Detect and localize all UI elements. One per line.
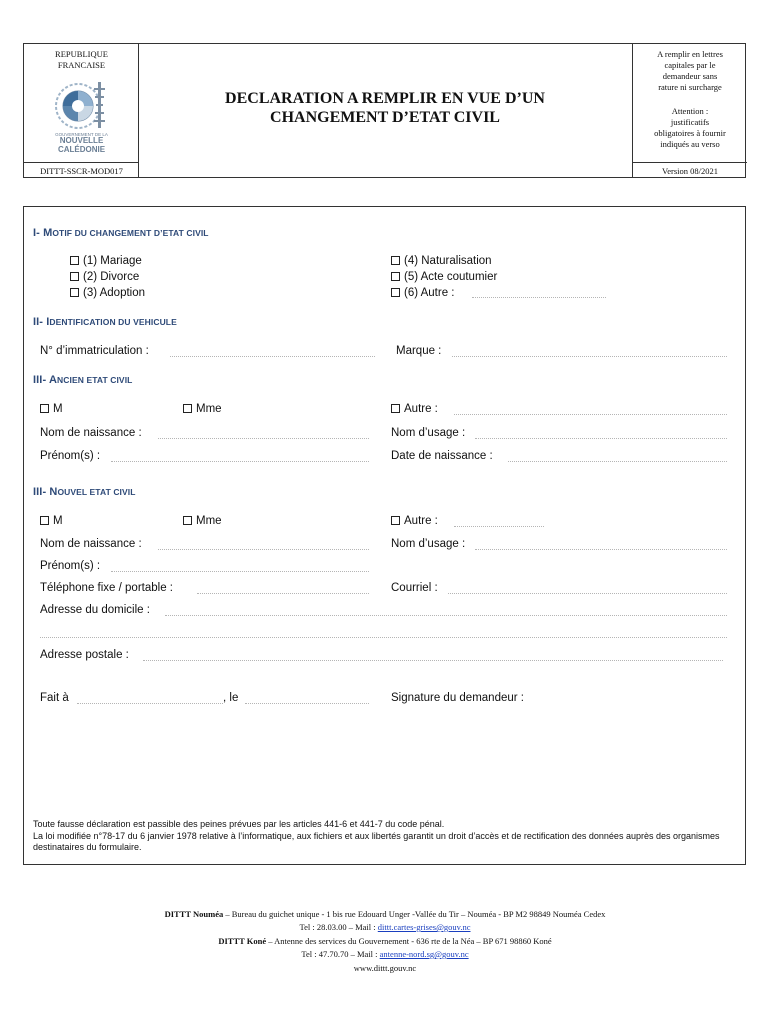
option-naturalisation[interactable] <box>391 255 492 267</box>
immatriculation-label: N° d’immatriculation : <box>40 345 149 357</box>
section-title-cap: N <box>49 486 58 498</box>
option-mariage[interactable] <box>70 255 142 267</box>
checkbox-icon[interactable] <box>40 404 49 413</box>
nouvel-autre-option[interactable] <box>391 515 438 527</box>
section-number: III- <box>33 374 47 386</box>
header-title-cell <box>139 44 631 177</box>
form-header <box>23 43 746 178</box>
immatriculation-field[interactable] <box>170 356 375 357</box>
footer-kone-contact <box>0 948 770 960</box>
government-logo-icon <box>46 78 118 170</box>
option-label: (4) Naturalisation <box>404 255 492 267</box>
section-number: I- <box>33 227 40 239</box>
nouvel-nom-naissance-field[interactable] <box>158 549 369 550</box>
option-label: Autre : <box>404 403 438 415</box>
attention-note <box>633 106 747 150</box>
section-title-cap: I <box>46 316 50 328</box>
option-label: Autre : <box>404 515 438 527</box>
checkbox-icon[interactable] <box>391 256 400 265</box>
instructions-line: capitales par le <box>664 60 716 70</box>
republique-line1: REPUBLIQUE <box>55 49 108 59</box>
adresse-domicile-label: Adresse du domicile : <box>40 604 150 616</box>
instructions-line: demandeur sans <box>662 71 718 81</box>
title-line1: DECLARATION A REMPLIR EN VUE D’UN <box>225 90 545 107</box>
checkbox-icon[interactable] <box>391 272 400 281</box>
footer-kone <box>0 935 770 947</box>
checkbox-icon[interactable] <box>391 288 400 297</box>
nouvel-nom-usage-field[interactable] <box>475 549 727 550</box>
attention-line: obligatoires à fournir <box>654 128 726 138</box>
courriel-field[interactable] <box>448 593 727 594</box>
marque-label: Marque : <box>396 345 442 357</box>
option-label: M <box>53 403 63 415</box>
nouvel-autre-field[interactable] <box>454 526 544 527</box>
nouvel-mme-option[interactable] <box>183 515 222 527</box>
footer-kone-name: DITTT Koné <box>218 936 267 946</box>
attention-line: justificatifs <box>670 117 710 127</box>
ancien-prenoms-field[interactable] <box>111 461 369 462</box>
nouvel-nom-usage-label: Nom d’usage : <box>391 538 466 550</box>
attention-line: indiqués au verso <box>660 139 720 149</box>
checkbox-icon[interactable] <box>40 516 49 525</box>
legal-penal-notice: Toute fausse déclaration est passible des peines prévues par les articles 441-6 et 441-7 du code pénal. <box>33 819 445 829</box>
ancien-date-naissance-label: Date de naissance : <box>391 450 493 462</box>
ancien-date-naissance-field[interactable] <box>508 461 727 462</box>
option-adoption[interactable] <box>70 287 145 299</box>
adresse-postale-field[interactable] <box>143 660 723 661</box>
checkbox-icon[interactable] <box>70 256 79 265</box>
adresse-postale-label: Adresse postale : <box>40 649 129 661</box>
ancien-mme-option[interactable] <box>183 403 222 415</box>
logo-line3: CALÉDONIE <box>57 144 106 154</box>
ancien-nom-usage-label: Nom d’usage : <box>391 427 466 439</box>
fait-a-field[interactable] <box>77 703 223 704</box>
logo-line2: NOUVELLE <box>59 136 104 145</box>
option-acte-coutumier[interactable] <box>391 271 497 283</box>
option-label: Mme <box>196 515 222 527</box>
adresse-domicile-field[interactable] <box>165 615 727 616</box>
footer-noumea-contact <box>0 921 770 933</box>
footer-kone-address: – Antenne des services du Gouvernement - 636 rte de la Néa – BP 671 98860 Koné <box>266 936 552 946</box>
option-label: (2) Divorce <box>83 271 140 283</box>
checkbox-icon[interactable] <box>70 288 79 297</box>
option-label: (3) Adoption <box>83 287 146 299</box>
form-body <box>23 206 746 865</box>
ancien-m-option[interactable] <box>40 403 63 415</box>
autre-motif-field[interactable] <box>472 297 606 298</box>
nouvel-prenoms-label: Prénom(s) : <box>40 560 101 572</box>
instructions-line: A remplir en lettres <box>657 49 723 59</box>
option-label: Mme <box>196 403 222 415</box>
republique-label <box>24 49 139 71</box>
courriel-label: Courriel : <box>391 582 438 594</box>
section-vehicule-title <box>33 316 177 328</box>
footer-noumea-mail-link[interactable]: dittt.cartes-grises@gouv.nc <box>377 922 471 932</box>
option-label: (5) Acte coutumier <box>404 271 498 283</box>
section-title-rest: DENTIFICATION DU VEHICULE <box>49 317 177 327</box>
ancien-autre-option[interactable] <box>391 403 438 415</box>
nouvel-nom-naissance-label: Nom de naissance : <box>40 538 142 550</box>
date-le-label: , le <box>223 692 239 704</box>
page-title <box>139 89 631 127</box>
form-code: DITTT-SSCR-MOD017 <box>24 162 139 177</box>
nouvel-m-option[interactable] <box>40 515 63 527</box>
instructions-line: rature ni surcharge <box>658 82 722 92</box>
header-left-cell <box>24 44 139 177</box>
footer-kone-tel: Tel : 47.70.70 – Mail : <box>301 949 380 959</box>
adresse-domicile-field-line2[interactable] <box>40 637 727 638</box>
logo-wordmark <box>24 132 139 154</box>
republique-line2: FRANCAISE <box>57 60 106 70</box>
attention-line: Attention : <box>671 106 709 116</box>
marque-field[interactable] <box>452 356 727 357</box>
section-title-rest: OTIF DU CHANGEMENT D’ETAT CIVIL <box>52 228 209 238</box>
logo-line1: GOUVERNEMENT DE LA <box>55 132 108 137</box>
version-label: Version 08/2021 <box>633 162 747 177</box>
ancien-prenoms-label: Prénom(s) : <box>40 450 101 462</box>
option-label: (6) Autre : <box>404 287 455 299</box>
section-ancien-etat-title <box>33 374 132 386</box>
nouvel-prenoms-field[interactable] <box>111 571 369 572</box>
option-label: (1) Mariage <box>83 255 142 267</box>
ancien-nom-naissance-field[interactable] <box>158 438 369 439</box>
option-autre[interactable] <box>391 287 455 299</box>
section-title-cap: A <box>48 374 58 386</box>
section-motif-title <box>33 227 209 239</box>
option-label: M <box>53 515 63 527</box>
ancien-nom-naissance-label: Nom de naissance : <box>40 427 142 439</box>
telephone-field[interactable] <box>197 593 369 594</box>
ancien-autre-field[interactable] <box>454 414 727 415</box>
footer-website[interactable]: www.dittt.gouv.nc <box>353 963 417 973</box>
checkbox-icon[interactable] <box>391 516 400 525</box>
checkbox-icon[interactable] <box>391 404 400 413</box>
footer-noumea-tel: Tel : 28.03.00 – Mail : <box>299 922 378 932</box>
footer-kone-mail-link[interactable]: antenne-nord.sg@gouv.nc <box>379 949 469 959</box>
checkbox-icon[interactable] <box>183 404 192 413</box>
checkbox-icon[interactable] <box>70 272 79 281</box>
signature-label: Signature du demandeur : <box>391 692 524 704</box>
section-title-rest: OUVEL ETAT CIVIL <box>57 487 136 497</box>
footer-noumea-address: – Bureau du guichet unique - 1 bis rue Edouard Unger -Vallée du Tir – Nouméa - BP M2 98849 Nouméa Cedex <box>223 909 606 919</box>
option-divorce[interactable] <box>70 271 139 283</box>
telephone-label: Téléphone fixe / portable : <box>40 582 173 594</box>
title-line2: CHANGEMENT D’ETAT CIVIL <box>270 109 500 126</box>
footer-noumea-name: DITTT Nouméa <box>164 909 224 919</box>
instructions-note <box>633 49 747 93</box>
section-nouvel-etat-title <box>33 486 136 498</box>
section-title-rest: NCIEN ETAT CIVIL <box>57 375 133 385</box>
ancien-nom-usage-field[interactable] <box>475 438 727 439</box>
legal-cnil-notice: La loi modifiée n°78-17 du 6 janvier 1978 relative à l’informatique, aux fichiers et aux libertés garantit un droit d’accès et de rectification des données auprès des organismes destinataires du formulaire. <box>33 831 720 852</box>
checkbox-icon[interactable] <box>183 516 192 525</box>
fait-a-label: Fait à <box>40 692 69 704</box>
header-right-cell <box>632 44 746 177</box>
section-number: III- <box>33 486 47 498</box>
section-number: II- <box>33 316 44 328</box>
section-title-cap: M <box>43 227 53 239</box>
date-le-field[interactable] <box>245 703 369 704</box>
footer-noumea <box>0 908 770 920</box>
